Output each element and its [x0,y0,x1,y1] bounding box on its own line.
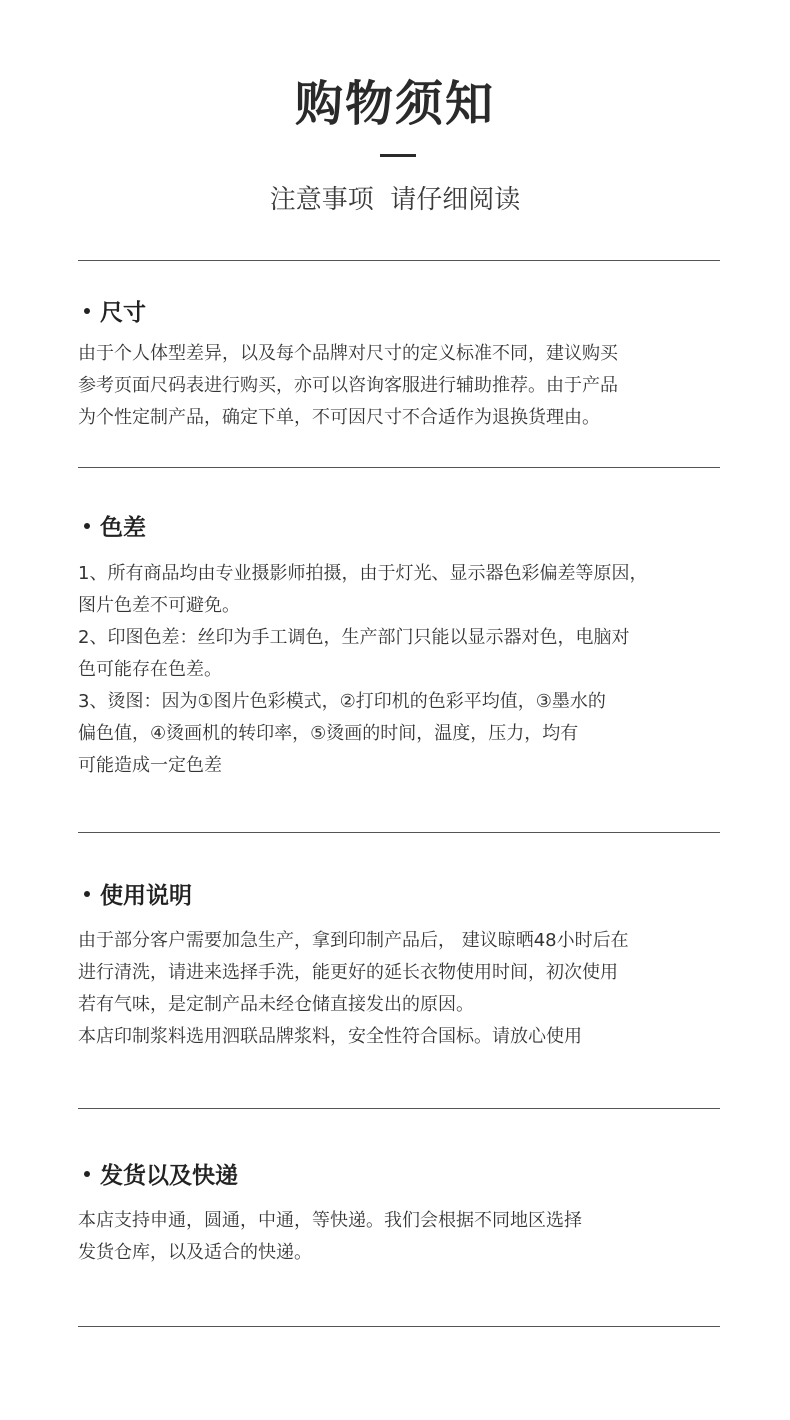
page-header [0,0,790,260]
body-line: 色可能存在色差。 [78,659,222,680]
body-line: 3、烫图：因为①图片色彩模式，②打印机的色彩平均值，③墨水的 [78,691,606,712]
body-line: 图片色差不可避免。 [78,595,240,616]
page-title: 购物须知 [294,76,495,132]
divider [78,260,720,261]
body-line: 2、印图色差：丝印为手工调色，生产部门只能以显示器对色，电脑对 [78,627,630,648]
section-heading-color-difference [80,513,146,543]
body-line: 可能造成一定色差 [78,755,222,776]
section-body-color-difference [78,558,738,782]
body-line: 偏色值，④烫画机的转印率，⑤烫画的时间，温度，压力，均有 [78,723,579,744]
page-subtitle: 注意事项 请仔细阅读 [269,185,521,215]
bullet-icon [84,308,90,314]
body-line: 1、所有商品均由专业摄影师拍摄，由于灯光、显示器色彩偏差等原因， [78,563,648,584]
section-heading-text: 尺寸 [100,300,146,326]
section-body-size [78,338,738,434]
section-body-shipping [78,1205,738,1269]
bullet-icon [84,1171,90,1177]
section-heading-text: 发货以及快递 [100,1163,238,1189]
body-line: 为个性定制产品，确定下单，不可因尺寸不合适作为退换货理由。 [78,407,600,428]
body-line: 本店支持申通，圆通，中通，等快递。我们会根据不同地区选择 [78,1210,582,1231]
section-heading-size [80,298,146,328]
body-line: 发货仓库，以及适合的快递。 [78,1242,312,1263]
section-heading-usage [80,881,192,911]
section-heading-shipping [80,1161,238,1191]
section-body-usage [78,925,738,1053]
divider [78,832,720,833]
title-underline [380,154,416,157]
section-heading-text: 色差 [100,515,146,541]
bullet-icon [84,891,90,897]
body-line: 本店印制浆料选用泗联品牌浆料，安全性符合国标。请放心使用 [78,1026,582,1047]
body-line: 由于个人体型差异，以及每个品牌对尺寸的定义标准不同，建议购买 [78,343,618,364]
body-line: 进行清洗，请进来选择手洗，能更好的延长衣物使用时间，初次使用 [78,962,618,983]
section-heading-text: 使用说明 [100,883,192,909]
bullet-icon [84,523,90,529]
divider [78,467,720,468]
body-line: 若有气味，是定制产品未经仓储直接发出的原因。 [78,994,474,1015]
body-line: 由于部分客户需要加急生产，拿到印制产品后， 建议晾晒48小时后在 [78,930,629,951]
body-line: 参考页面尺码表进行购买，亦可以咨询客服进行辅助推荐。由于产品 [78,375,618,396]
divider [78,1326,720,1327]
divider [78,1108,720,1109]
